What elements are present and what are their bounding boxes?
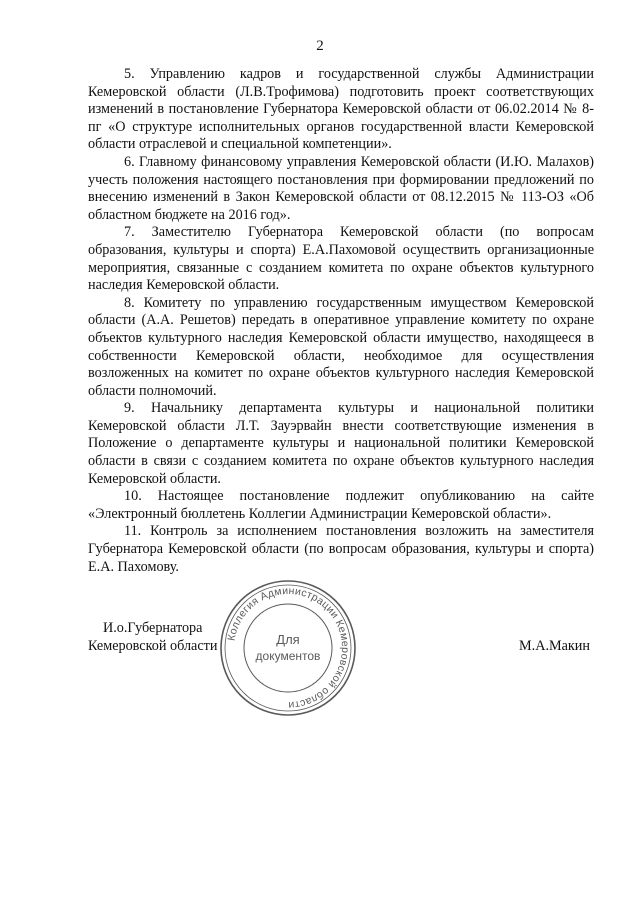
seal-center-line-1: Для	[276, 632, 300, 647]
seal-ring-text: Коллегия Администрации Кемеровской области	[225, 584, 352, 712]
signatory-region: Кемеровской области	[88, 638, 218, 654]
document-body	[88, 66, 594, 576]
seal-outer-ring	[221, 581, 355, 715]
official-seal-stamp	[218, 578, 358, 718]
signatory-title: И.о.Губернатора	[103, 620, 203, 636]
page-number: 2	[316, 38, 324, 54]
seal-center-line-2: документов	[255, 649, 321, 663]
paragraph-6: 6. Главному финансовому управления Кемеровской области (И.Ю. Малахов) учесть положения настоящего постановления при формировании предложений по внесению изменений в Закон Кемеровской области от 08.12.2015 № 113-ОЗ «Об областном бюджете на 2016 год».	[88, 153, 594, 223]
paragraph-8: 8. Комитету по управлению государственным имуществом Кемеровской области (А.А. Решетов) передать в оперативное управление комитету по охране объектов культурного наследия Кемеровской области имущество, находящееся в собственности Кемеровской области, необходимое для осуществления возложенных на комитет по охране объектов культурного наследия Кемеровской области полномочий.	[88, 294, 594, 399]
signatory-name: М.А.Макин	[519, 638, 590, 654]
paragraph-5: 5. Управлению кадров и государственной службы Администрации Кемеровской области (Л.В.Трофимова) подготовить проект соответствующих изменений в постановление Губернатора Кемеровской области от 06.02.2014 № 8-пг «О структуре исполнительных органов государственной власти Кемеровской области отраслевой и специальной компетенции».	[88, 66, 594, 153]
paragraph-10: 10. Настоящее постановление подлежит опубликованию на сайте «Электронный бюллетень Коллегии Администрации Кемеровской области».	[88, 488, 594, 522]
paragraph-9: 9. Начальнику департамента культуры и национальной политики Кемеровской области Л.Т. Зауэрвайн внести соответствующие изменения в Положение о департаменте культуры и национальной политики Кемеровской области в связи с созданием комитета по охране объектов культурного наследия Кемеровской области.	[88, 400, 594, 487]
paragraph-7: 7. Заместителю Губернатора Кемеровской области (по вопросам образования, культуры и спорта) Е.А.Пахомовой осуществить организационные мероприятия, связанные с созданием комитета по охране объектов культурного наследия Кемеровской области.	[88, 224, 594, 294]
paragraph-11: 11. Контроль за исполнением постановления возложить на заместителя Губернатора Кемеровской области (по вопросам образования, культуры и спорта) Е.А. Пахомову.	[88, 523, 594, 575]
seal-center-ring	[244, 604, 332, 692]
